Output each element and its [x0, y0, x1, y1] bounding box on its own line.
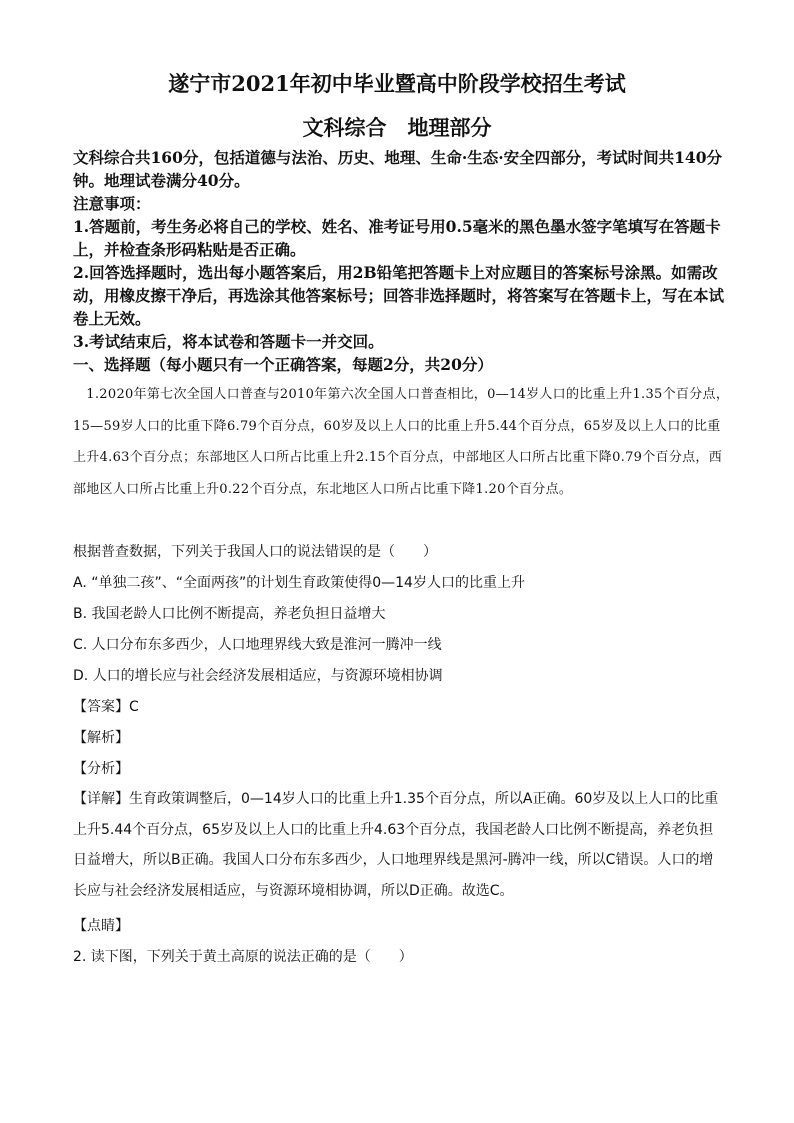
- q1-option-d: D. 人口的增长应与社会经济发展相适应，与资源环境相协调: [73, 668, 443, 684]
- exam-title: 遂宁市2021年初中毕业暨高中阶段学校招生考试: [168, 71, 626, 96]
- answer-tag: 【答案】: [73, 699, 129, 715]
- q1-question: 根据普查数据，下列关于我国人口的说法错误的是（ ）: [73, 544, 437, 560]
- notes-heading: 注意事项：: [73, 194, 151, 213]
- q1-option-b: B. 我国老龄人口比例不断提高，养老负担日益增大: [73, 606, 386, 622]
- fenxi-tag: 【分析】: [73, 761, 129, 777]
- detail-text: 生育政策调整后，0—14岁人口的比重上升1.35个百分点，所以A正确。60岁及以上人口的比重上升5.44个百分点，65岁及以上人口的比重上升4.63个百分点，我国老龄人口比例不断提高，养老负担日益增大，所以B正确。我国人口分布东多西少，人口地理界线是黑河-腾冲一线，所以C错误。人口的增长应与社会经济发展相适应，与资源环境相协调，所以D正确。故选C。: [73, 791, 719, 899]
- dianjing-tag: 【点睛】: [73, 918, 129, 934]
- q1-answer: [73, 696, 139, 716]
- q2-stem: 2. 读下图，下列关于黄土高原的说法正确的是（ ）: [73, 949, 413, 965]
- q1-option-a: A. “单独二孩”、“全面两孩”的计划生育政策使得0—14岁人口的比重上升: [73, 575, 525, 591]
- note-2: 2.回答选择题时，选出每小题答案后，用2B铅笔把答题卡上对应题目的答案标号涂黑。如需改动，用橡皮擦干净后，再选涂其他答案标号；回答非选择题时，将答案写在答题卡上，写在本试卷上无效。: [73, 263, 725, 328]
- note-3: 3.考试结束后，将本试卷和答题卡一并交回。: [73, 332, 384, 351]
- analysis-tag: 【解析】: [73, 730, 129, 746]
- note-1: 1.答题前，考生务必将自己的学校、姓名、准考证号用0.5毫米的黑色墨水签字笔填写在答题卡上，并检查条形码粘贴是否正确。: [73, 217, 721, 259]
- exam-subtitle: 文科综合 地理部分: [302, 115, 492, 140]
- q1-option-c: C. 人口分布东多西少，人口地理界线大致是淮河一腾冲一线: [73, 637, 442, 653]
- q1-detail: [73, 784, 725, 906]
- detail-tag: 【详解】: [73, 791, 129, 807]
- q1-stem: 1.2020年第七次全国人口普查与2010年第六次全国人口普查相比，0—14岁人口的比重上升1.35个百分点， 15—59岁人口的比重下降6.79个百分点，60岁及以上人口的比重上升5.44个百分点，65岁及以上人口的比重上升4.63个百分点；东部地区人口所占比重上升2.15个百分点，中部地区人口所占比重下降0.79个百分点，西部地区人口所占比重上升0.22个百分点，东北地区人口所占比重下降1.20个百分点。: [73, 387, 736, 497]
- intro-summary: 文科综合共160分，包括道德与法治、历史、地理、生命·生态·安全四部分，考试时间共140分钟。地理试卷满分40分。: [73, 148, 723, 190]
- section-heading: 一、选择题（每小题只有一个正确答案，每题2分，共20分）: [73, 355, 493, 374]
- answer-value: C: [129, 699, 139, 715]
